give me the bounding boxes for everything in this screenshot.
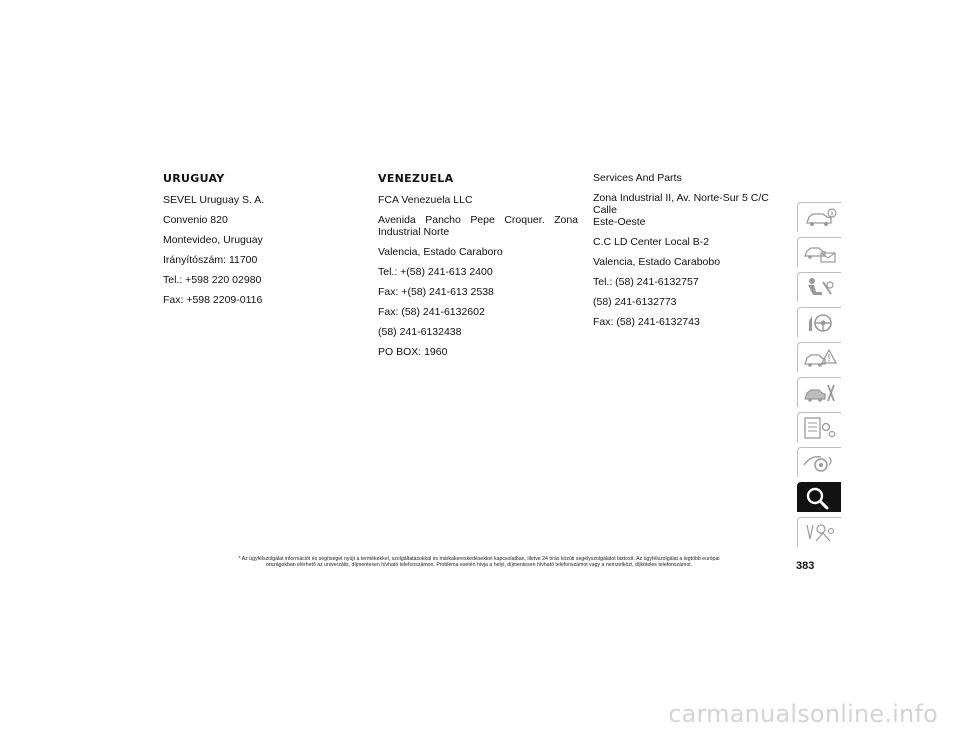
tab-emergency[interactable] bbox=[797, 342, 841, 372]
address-line: Industrial Norte bbox=[378, 226, 450, 238]
phone-line: Tel.: +598 220 02980 bbox=[163, 274, 262, 286]
address-line: Montevideo, Uruguay bbox=[163, 234, 263, 246]
address-line: Este-Oeste bbox=[593, 216, 646, 228]
address-block bbox=[378, 214, 578, 238]
car-info-icon bbox=[801, 206, 839, 230]
po-box: PO BOX: 1960 bbox=[378, 346, 448, 358]
tab-car-info[interactable] bbox=[797, 202, 841, 232]
fax-line: Fax: +(58) 241-613 2538 bbox=[378, 286, 494, 298]
column-uruguay bbox=[163, 172, 363, 314]
phone-line: Tel.: +(58) 241-613 2400 bbox=[378, 266, 493, 278]
address-line: Convenio 820 bbox=[163, 214, 228, 226]
footnote-line: országokban elérhető az univerzális, díjmentesen hívható telefonszámon. Probléma esetén hívja a helyi, díjmentesen hívható telefonszámot vagy a nemzetközi, díjköteles telefonszámot. bbox=[265, 562, 693, 569]
footnote bbox=[163, 556, 795, 569]
emergency-car-icon bbox=[801, 346, 839, 370]
postal-code: Irányítószám: 11700 bbox=[163, 254, 258, 266]
column-venezuela bbox=[378, 172, 578, 366]
tab-car-message[interactable] bbox=[797, 237, 841, 267]
tab-language[interactable] bbox=[797, 517, 841, 547]
address-line: Valencia, Estado Carabobo bbox=[593, 256, 721, 268]
fax-line: Fax: (58) 241-6132743 bbox=[593, 316, 700, 328]
car-service-icon bbox=[801, 381, 839, 405]
fax-line: Fax: +598 2209-0116 bbox=[163, 294, 263, 306]
tab-seat-safety[interactable] bbox=[797, 272, 841, 302]
seat-safety-icon bbox=[801, 276, 839, 300]
company-name: FCA Venezuela LLC bbox=[378, 194, 473, 206]
address-line: SEVEL Uruguay S. A. bbox=[163, 194, 265, 206]
tab-search-index[interactable] bbox=[797, 482, 841, 512]
fax-line: (58) 241-6132438 bbox=[378, 326, 462, 338]
section-title: Services And Parts bbox=[593, 172, 682, 184]
column-services bbox=[593, 172, 793, 336]
footnote-line: * Az ügyfélszolgálat információt és segítséget nyújt a termékekkel, szolgáltatásokkal és márkakereskedésekkel kapcsolatban, illetve 24 órás közúti segélyszolgálatot biztosít. Az ügyfélszolgálat a legtöbb európai bbox=[238, 556, 720, 562]
chapter-tabs bbox=[797, 202, 841, 552]
heading-uruguay: URUGUAY bbox=[163, 172, 225, 185]
tab-multimedia[interactable] bbox=[797, 447, 841, 477]
page-number: 383 bbox=[796, 560, 815, 572]
search-index-icon bbox=[801, 486, 839, 510]
address-block bbox=[593, 192, 793, 228]
phone-line: Tel.: (58) 241-6132757 bbox=[593, 276, 699, 288]
address-line: Valencia, Estado Caraboro bbox=[378, 246, 503, 258]
car-message-icon bbox=[801, 241, 839, 265]
phone-line: (58) 241-6132773 bbox=[593, 296, 677, 308]
watermark: carmanualsonline.info bbox=[668, 700, 938, 728]
address-line: Zona Industrial II, Av. Norte-Sur 5 C/C Calle bbox=[593, 192, 769, 216]
address-line: Avenida Pancho Pepe Croquer. Zona bbox=[378, 214, 578, 226]
multimedia-icon bbox=[801, 451, 839, 475]
language-icon bbox=[801, 521, 839, 545]
steering-wheel-icon bbox=[801, 311, 839, 335]
tab-steering-wheel[interactable] bbox=[797, 307, 841, 337]
tab-specifications[interactable] bbox=[797, 412, 841, 442]
address-line: C.C LD Center Local B-2 bbox=[593, 236, 710, 248]
tab-car-service[interactable] bbox=[797, 377, 841, 407]
heading-venezuela: VENEZUELA bbox=[378, 172, 454, 185]
fax-line: Fax: (58) 241-6132602 bbox=[378, 306, 485, 318]
specifications-icon bbox=[801, 416, 839, 440]
